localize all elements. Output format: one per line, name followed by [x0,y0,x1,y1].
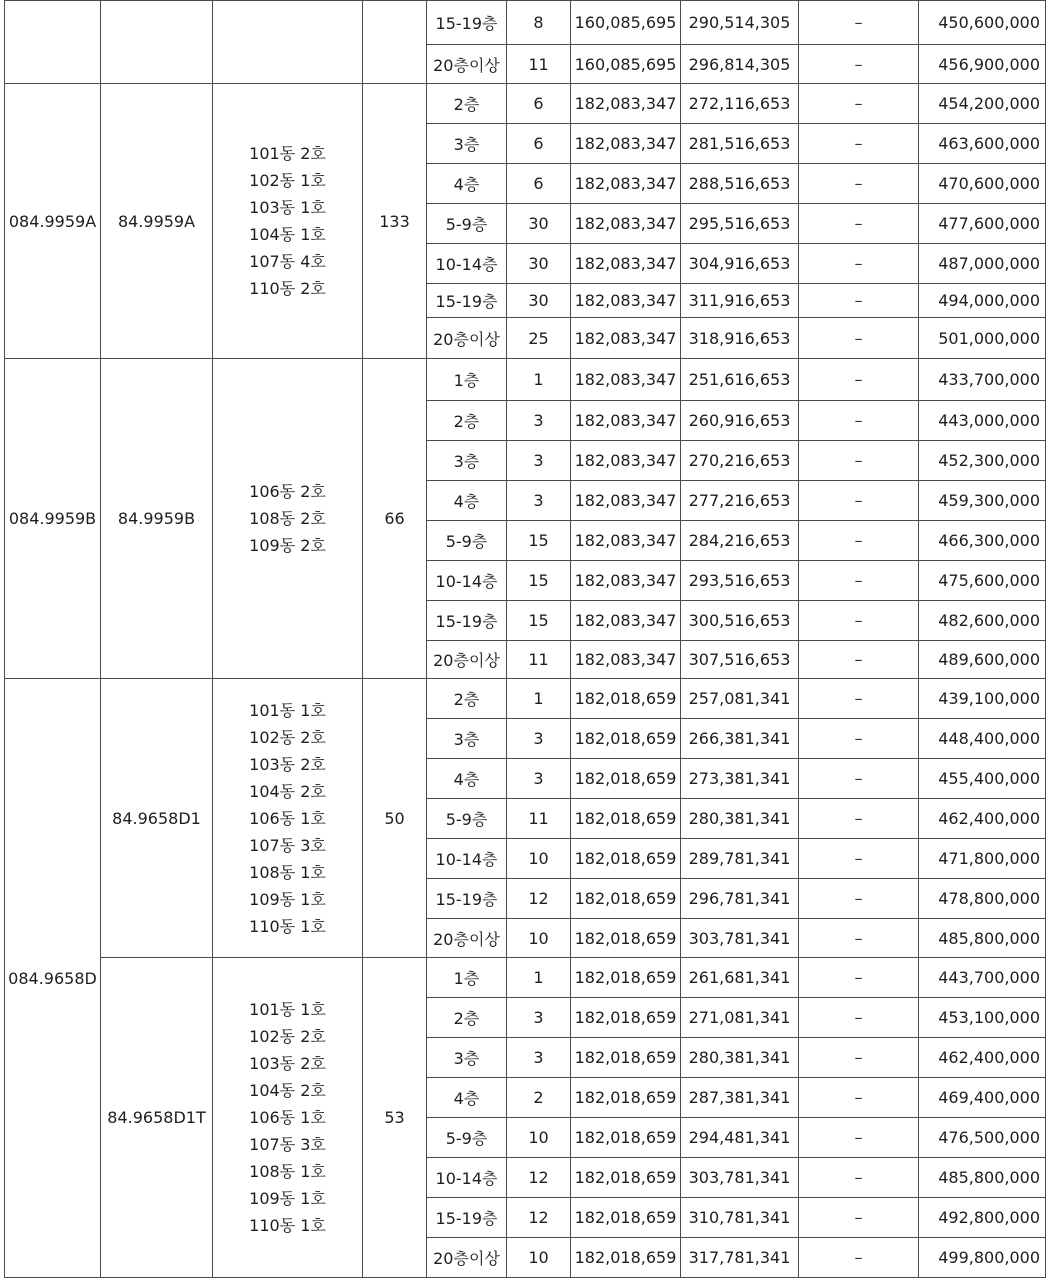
area-cell: 84.9658D1T [101,958,213,1278]
total-price-cell: 499,800,000 [919,1238,1046,1278]
land-price-cell: 182,018,659 [571,998,681,1038]
floor-cell: 5-9층 [427,799,507,839]
floor-cell: 4층 [427,164,507,204]
building-price-cell: 289,781,341 [681,839,799,879]
building-price-cell: 294,481,341 [681,1118,799,1158]
land-price-cell: 182,083,347 [571,601,681,641]
building-price-cell: 271,081,341 [681,998,799,1038]
table-row [5,958,1046,998]
land-price-cell: 182,083,347 [571,441,681,481]
units-cell [213,1,363,84]
total-price-cell: 462,400,000 [919,799,1046,839]
total-price-cell: 443,700,000 [919,958,1046,998]
count-cell: 6 [507,164,571,204]
count-cell: 11 [507,799,571,839]
total-units-cell: 53 [363,958,427,1278]
land-price-cell: 160,085,695 [571,45,681,84]
count-cell: 11 [507,641,571,679]
total-price-cell: 443,000,000 [919,401,1046,441]
option-cell: – [799,919,919,958]
table-row [5,679,1046,719]
land-price-cell: 182,018,659 [571,839,681,879]
option-cell: – [799,1118,919,1158]
building-price-cell: 280,381,341 [681,1038,799,1078]
land-price-cell: 182,018,659 [571,719,681,759]
floor-cell: 4층 [427,759,507,799]
count-cell: 30 [507,204,571,244]
floor-cell: 20층이상 [427,641,507,679]
floor-cell: 3층 [427,441,507,481]
building-price-cell: 318,916,653 [681,318,799,359]
area-cell: 84.9959A [101,84,213,359]
count-cell: 3 [507,998,571,1038]
type-code-cell: 084.9959A [5,84,101,359]
count-cell: 15 [507,601,571,641]
count-cell: 15 [507,521,571,561]
land-price-cell: 182,018,659 [571,919,681,958]
land-price-cell: 182,083,347 [571,284,681,318]
option-cell: – [799,998,919,1038]
total-units-cell [363,1,427,84]
floor-cell: 4층 [427,1078,507,1118]
count-cell: 15 [507,561,571,601]
option-cell: – [799,1198,919,1238]
floor-cell: 2층 [427,401,507,441]
land-price-cell: 182,018,659 [571,879,681,919]
land-price-cell: 182,083,347 [571,401,681,441]
floor-cell: 15-19층 [427,1198,507,1238]
option-cell: – [799,45,919,84]
floor-cell: 20층이상 [427,1238,507,1278]
option-cell: – [799,561,919,601]
units-cell: 106동 2호 108동 2호 109동 2호 [213,359,363,679]
total-price-cell: 492,800,000 [919,1198,1046,1238]
count-cell: 3 [507,1038,571,1078]
floor-cell: 10-14층 [427,839,507,879]
land-price-cell: 182,018,659 [571,1078,681,1118]
option-cell: – [799,84,919,124]
building-price-cell: 260,916,653 [681,401,799,441]
floor-cell: 1층 [427,359,507,401]
type-code-cell: 084.9658D [5,679,101,1278]
option-cell: – [799,759,919,799]
building-price-cell: 266,381,341 [681,719,799,759]
land-price-cell: 182,018,659 [571,759,681,799]
land-price-cell: 182,083,347 [571,84,681,124]
building-price-cell: 284,216,653 [681,521,799,561]
table-row [5,84,1046,124]
land-price-cell: 182,083,347 [571,641,681,679]
table-row [5,1,1046,45]
floor-cell: 2층 [427,84,507,124]
option-cell: – [799,879,919,919]
count-cell: 12 [507,879,571,919]
total-price-cell: 433,700,000 [919,359,1046,401]
option-cell: – [799,958,919,998]
option-cell: – [799,1078,919,1118]
option-cell: – [799,839,919,879]
area-cell: 84.9959B [101,359,213,679]
option-cell: – [799,164,919,204]
floor-cell: 4층 [427,481,507,521]
land-price-cell: 182,083,347 [571,124,681,164]
floor-cell: 15-19층 [427,1,507,45]
floor-cell: 15-19층 [427,879,507,919]
land-price-cell: 182,018,659 [571,799,681,839]
count-cell: 11 [507,45,571,84]
floor-cell: 1층 [427,958,507,998]
option-cell: – [799,124,919,164]
units-cell: 101동 2호 102동 1호 103동 1호 104동 1호 107동 4호 110동 2호 [213,84,363,359]
total-price-cell: 485,800,000 [919,1158,1046,1198]
total-price-cell: 455,400,000 [919,759,1046,799]
building-price-cell: 307,516,653 [681,641,799,679]
option-cell: – [799,318,919,359]
building-price-cell: 251,616,653 [681,359,799,401]
building-price-cell: 311,916,653 [681,284,799,318]
type-code-cell [5,1,101,84]
option-cell: – [799,641,919,679]
building-price-cell: 303,781,341 [681,1158,799,1198]
total-price-cell: 459,300,000 [919,481,1046,521]
building-price-cell: 317,781,341 [681,1238,799,1278]
area-cell: 84.9658D1 [101,679,213,958]
option-cell: – [799,679,919,719]
total-price-cell: 487,000,000 [919,244,1046,284]
option-cell: – [799,401,919,441]
land-price-cell: 182,018,659 [571,1238,681,1278]
land-price-cell: 182,083,347 [571,561,681,601]
land-price-cell: 182,018,659 [571,1118,681,1158]
total-price-cell: 466,300,000 [919,521,1046,561]
building-price-cell: 296,781,341 [681,879,799,919]
building-price-cell: 261,681,341 [681,958,799,998]
table-row [5,359,1046,401]
total-price-cell: 478,800,000 [919,879,1046,919]
floor-cell: 20층이상 [427,318,507,359]
land-price-cell: 182,083,347 [571,481,681,521]
count-cell: 30 [507,244,571,284]
total-price-cell: 501,000,000 [919,318,1046,359]
count-cell: 1 [507,359,571,401]
area-cell [101,1,213,84]
building-price-cell: 287,381,341 [681,1078,799,1118]
count-cell: 6 [507,84,571,124]
count-cell: 3 [507,719,571,759]
land-price-cell: 182,083,347 [571,204,681,244]
total-price-cell: 475,600,000 [919,561,1046,601]
land-price-cell: 182,018,659 [571,1158,681,1198]
units-cell: 101동 1호 102동 2호 103동 2호 104동 2호 106동 1호 107동 3호 108동 1호 109동 1호 110동 1호 [213,958,363,1278]
option-cell: – [799,601,919,641]
land-price-cell: 182,018,659 [571,1038,681,1078]
count-cell: 3 [507,401,571,441]
land-price-cell: 182,083,347 [571,359,681,401]
total-price-cell: 469,400,000 [919,1078,1046,1118]
option-cell: – [799,521,919,561]
land-price-cell: 182,083,347 [571,318,681,359]
count-cell: 12 [507,1198,571,1238]
floor-cell: 5-9층 [427,1118,507,1158]
building-price-cell: 293,516,653 [681,561,799,601]
land-price-cell: 182,018,659 [571,1198,681,1238]
option-cell: – [799,359,919,401]
option-cell: – [799,1158,919,1198]
floor-cell: 20층이상 [427,919,507,958]
total-price-cell: 452,300,000 [919,441,1046,481]
total-price-cell: 476,500,000 [919,1118,1046,1158]
option-cell: – [799,1038,919,1078]
units-cell: 101동 1호 102동 2호 103동 2호 104동 2호 106동 1호 107동 3호 108동 1호 109동 1호 110동 1호 [213,679,363,958]
building-price-cell: 272,116,653 [681,84,799,124]
total-price-cell: 456,900,000 [919,45,1046,84]
floor-cell: 10-14층 [427,244,507,284]
count-cell: 10 [507,919,571,958]
type-code-cell: 084.9959B [5,359,101,679]
building-price-cell: 257,081,341 [681,679,799,719]
floor-cell: 2층 [427,679,507,719]
option-cell: – [799,481,919,521]
count-cell: 12 [507,1158,571,1198]
count-cell: 2 [507,1078,571,1118]
option-cell: – [799,244,919,284]
total-price-cell: 471,800,000 [919,839,1046,879]
total-price-cell: 485,800,000 [919,919,1046,958]
option-cell: – [799,719,919,759]
floor-cell: 15-19층 [427,601,507,641]
building-price-cell: 281,516,653 [681,124,799,164]
total-units-cell: 66 [363,359,427,679]
count-cell: 10 [507,1118,571,1158]
option-cell: – [799,799,919,839]
land-price-cell: 182,018,659 [571,679,681,719]
option-cell: – [799,284,919,318]
floor-cell: 15-19층 [427,284,507,318]
option-cell: – [799,1,919,45]
building-price-cell: 303,781,341 [681,919,799,958]
count-cell: 1 [507,679,571,719]
total-price-cell: 450,600,000 [919,1,1046,45]
floor-cell: 20층이상 [427,45,507,84]
total-price-cell: 482,600,000 [919,601,1046,641]
total-price-cell: 439,100,000 [919,679,1046,719]
total-price-cell: 477,600,000 [919,204,1046,244]
total-price-cell: 489,600,000 [919,641,1046,679]
count-cell: 25 [507,318,571,359]
total-price-cell: 463,600,000 [919,124,1046,164]
building-price-cell: 280,381,341 [681,799,799,839]
building-price-cell: 288,516,653 [681,164,799,204]
total-price-cell: 470,600,000 [919,164,1046,204]
count-cell: 30 [507,284,571,318]
price-table [4,0,1046,1278]
land-price-cell: 182,018,659 [571,958,681,998]
floor-cell: 10-14층 [427,1158,507,1198]
land-price-cell: 182,083,347 [571,521,681,561]
count-cell: 8 [507,1,571,45]
building-price-cell: 310,781,341 [681,1198,799,1238]
total-price-cell: 453,100,000 [919,998,1046,1038]
floor-cell: 2층 [427,998,507,1038]
count-cell: 6 [507,124,571,164]
option-cell: – [799,1238,919,1278]
floor-cell: 5-9층 [427,521,507,561]
building-price-cell: 273,381,341 [681,759,799,799]
option-cell: – [799,204,919,244]
total-price-cell: 494,000,000 [919,284,1046,318]
land-price-cell: 160,085,695 [571,1,681,45]
count-cell: 10 [507,1238,571,1278]
count-cell: 1 [507,958,571,998]
count-cell: 10 [507,839,571,879]
building-price-cell: 290,514,305 [681,1,799,45]
floor-cell: 3층 [427,124,507,164]
total-price-cell: 454,200,000 [919,84,1046,124]
total-price-cell: 448,400,000 [919,719,1046,759]
total-price-cell: 462,400,000 [919,1038,1046,1078]
count-cell: 3 [507,481,571,521]
building-price-cell: 277,216,653 [681,481,799,521]
building-price-cell: 295,516,653 [681,204,799,244]
building-price-cell: 296,814,305 [681,45,799,84]
option-cell: – [799,441,919,481]
total-units-cell: 50 [363,679,427,958]
count-cell: 3 [507,759,571,799]
total-units-cell: 133 [363,84,427,359]
floor-cell: 3층 [427,1038,507,1078]
building-price-cell: 300,516,653 [681,601,799,641]
building-price-cell: 270,216,653 [681,441,799,481]
floor-cell: 3층 [427,719,507,759]
floor-cell: 10-14층 [427,561,507,601]
building-price-cell: 304,916,653 [681,244,799,284]
land-price-cell: 182,083,347 [571,244,681,284]
count-cell: 3 [507,441,571,481]
land-price-cell: 182,083,347 [571,164,681,204]
floor-cell: 5-9층 [427,204,507,244]
